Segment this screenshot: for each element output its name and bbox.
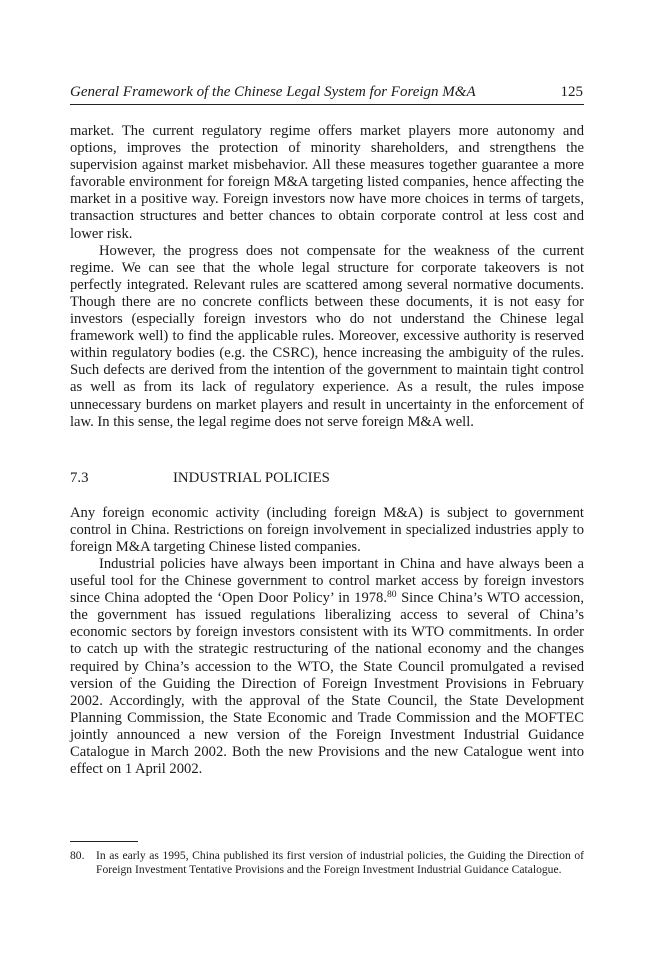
section-number: 7.3 (70, 469, 89, 486)
page (70, 82, 584, 778)
footnote-reference[interactable]: 80 (387, 590, 397, 601)
section-heading (70, 469, 584, 487)
footnote-number: 80. (70, 849, 85, 862)
footnote-divider (70, 841, 138, 842)
paragraph: market. The current regulatory regime offers market players more autonomy and options, improves the protection of minority shareholders, and strengthens the supervision against market misbehavior. All these measures together guarantee a more favorable environment for foreign M&A targeting listed companies, hence affecting the market in a positive way. Foreign investors now have more choices in terms of targets, transaction structures and better chances to obtain corporate control at less cost and lower risk. (70, 123, 584, 242)
footnote (70, 849, 584, 877)
paragraph-text: Industrial policies have always been important in China and have always been a useful tool for the Chinese government to control market access by foreign investors since China adopted the ‘Open Door Policy’ in 1978. (70, 555, 584, 607)
running-title: General Framework of the Chinese Legal System for Foreign M&A (70, 84, 476, 100)
body-text (70, 123, 584, 778)
paragraph (70, 556, 584, 778)
paragraph: However, the progress does not compensate for the weakness of the current regime. We can see that the whole legal structure for corporate takeovers is not perfectly integrated. Relevant rules are scattered among several normative documents. Though there are no concrete conflicts between these documents, it is not easy for investors (especially foreign investors who do not understand the Chinese legal framework well) to find the applicable rules. Moreover, excessive authority is reserved within regulatory bodies (e.g. the CSRC), hence increasing the ambiguity of the rules. Such defects are derived from the intention of the government to maintain tight control as well as from its lack of regulatory experience. As a result, the rules impose unnecessary burdens on market players and result in uncertainty in the enforcement of law. In this sense, the legal regime does not serve foreign M&A well. (70, 242, 584, 430)
page-number: 125 (560, 84, 583, 100)
running-head (70, 82, 584, 105)
paragraph-text: Since China’s WTO accession, the government has issued regulations liberalizing access to several of China’s economic sectors by foreign investors consistent with its WTO commitments. In order to catch up with the strategic restructuring of the national economy and the changes required by China’s accession to the WTO, the State Council promulgated a revised version of the Guiding the Direction of Foreign Investment Provisions in February 2002. Accordingly, with the approval of the State Council, the State Development Planning Commission, the State Economic and Trade Commission and the MOFTEC jointly announced a new version of the Foreign Investment Industrial Guidance Catalogue in March 2002. Both the new Provisions and the new Catalogue went into effect on 1 April 2002. (70, 590, 584, 778)
footnote-text: In as early as 1995, China published its first version of industrial policies, the Guiding the Direction of Foreign Investment Tentative Provisions and the Foreign Investment Industrial Guidance Catalogue. (96, 849, 584, 876)
section-title: INDUSTRIAL POLICIES (173, 469, 330, 486)
paragraph: Any foreign economic activity (including foreign M&A) is subject to government control in China. Restrictions on foreign involvement in specialized industries apply to foreign M&A targeting Chinese listed companies. (70, 504, 584, 555)
